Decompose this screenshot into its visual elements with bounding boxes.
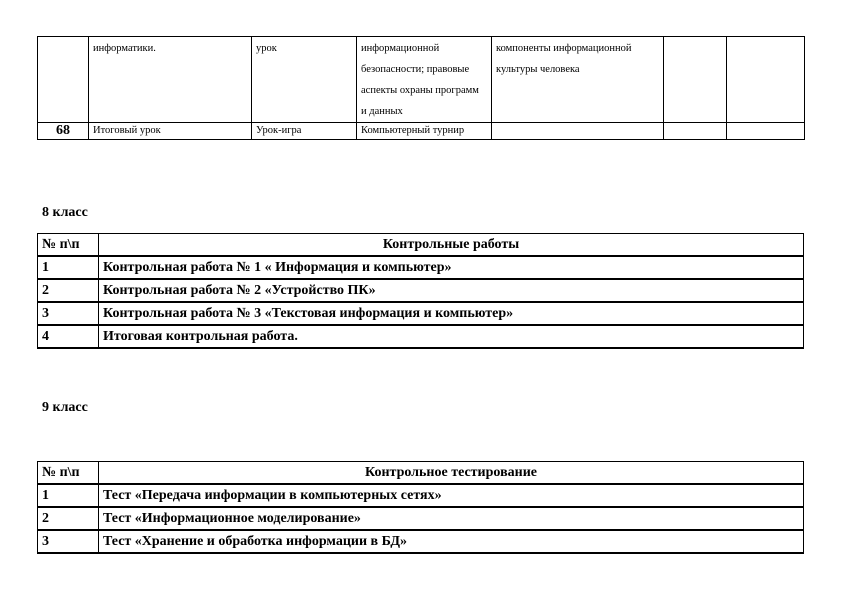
lesson-number (38, 37, 89, 123)
lesson-col7 (727, 37, 805, 123)
col-title-header: Контрольные работы (99, 234, 804, 257)
table-row (38, 530, 804, 553)
table-row (38, 279, 804, 302)
lesson-type: Урок-игра (252, 123, 357, 140)
lesson-col6 (664, 37, 727, 123)
row-num: 4 (38, 325, 99, 348)
grade9-heading: 9 класс (42, 400, 88, 415)
lesson-type: урок (252, 37, 357, 123)
grade8-tests-table (37, 233, 804, 349)
row-num: 3 (38, 302, 99, 325)
table-row (38, 256, 804, 279)
table-row (38, 507, 804, 530)
lesson-plan-table (37, 36, 805, 140)
row-num: 2 (38, 279, 99, 302)
grade9-tests-table (37, 461, 804, 554)
lesson-col6 (664, 123, 727, 140)
grade8-heading: 8 класс (42, 205, 88, 220)
lesson-topic: информатики. (89, 37, 252, 123)
lesson-number: 68 (38, 123, 89, 140)
row-num: 3 (38, 530, 99, 553)
row-title: Итоговая контрольная работа. (99, 325, 804, 348)
lesson-competence: компоненты информационной культуры человека (492, 37, 664, 123)
row-title: Контрольная работа № 1 « Информация и компьютер» (99, 256, 804, 279)
row-num: 1 (38, 484, 99, 507)
row-title: Тест «Информационное моделирование» (99, 507, 804, 530)
lesson-topic: Итоговый урок (89, 123, 252, 140)
row-title: Тест «Передача информации в компьютерных сетях» (99, 484, 804, 507)
row-title: Контрольная работа № 2 «Устройство ПК» (99, 279, 804, 302)
table-row (38, 325, 804, 348)
col-num-header: № п\п (38, 234, 99, 257)
col-num-header: № п\п (38, 462, 99, 485)
table-header-row (38, 462, 804, 485)
table-row (38, 123, 805, 140)
lesson-competence (492, 123, 664, 140)
col-title-header: Контрольное тестирование (99, 462, 804, 485)
lesson-content: информационной безопасности; правовые аспекты охраны программ и данных (357, 37, 492, 123)
table-row (38, 302, 804, 325)
table-row (38, 484, 804, 507)
lesson-content: Компьютерный турнир (357, 123, 492, 140)
row-title: Тест «Хранение и обработка информации в БД» (99, 530, 804, 553)
row-num: 1 (38, 256, 99, 279)
lesson-col7 (727, 123, 805, 140)
table-row (38, 37, 805, 123)
row-num: 2 (38, 507, 99, 530)
table-header-row (38, 234, 804, 257)
row-title: Контрольная работа № 3 «Текстовая информация и компьютер» (99, 302, 804, 325)
